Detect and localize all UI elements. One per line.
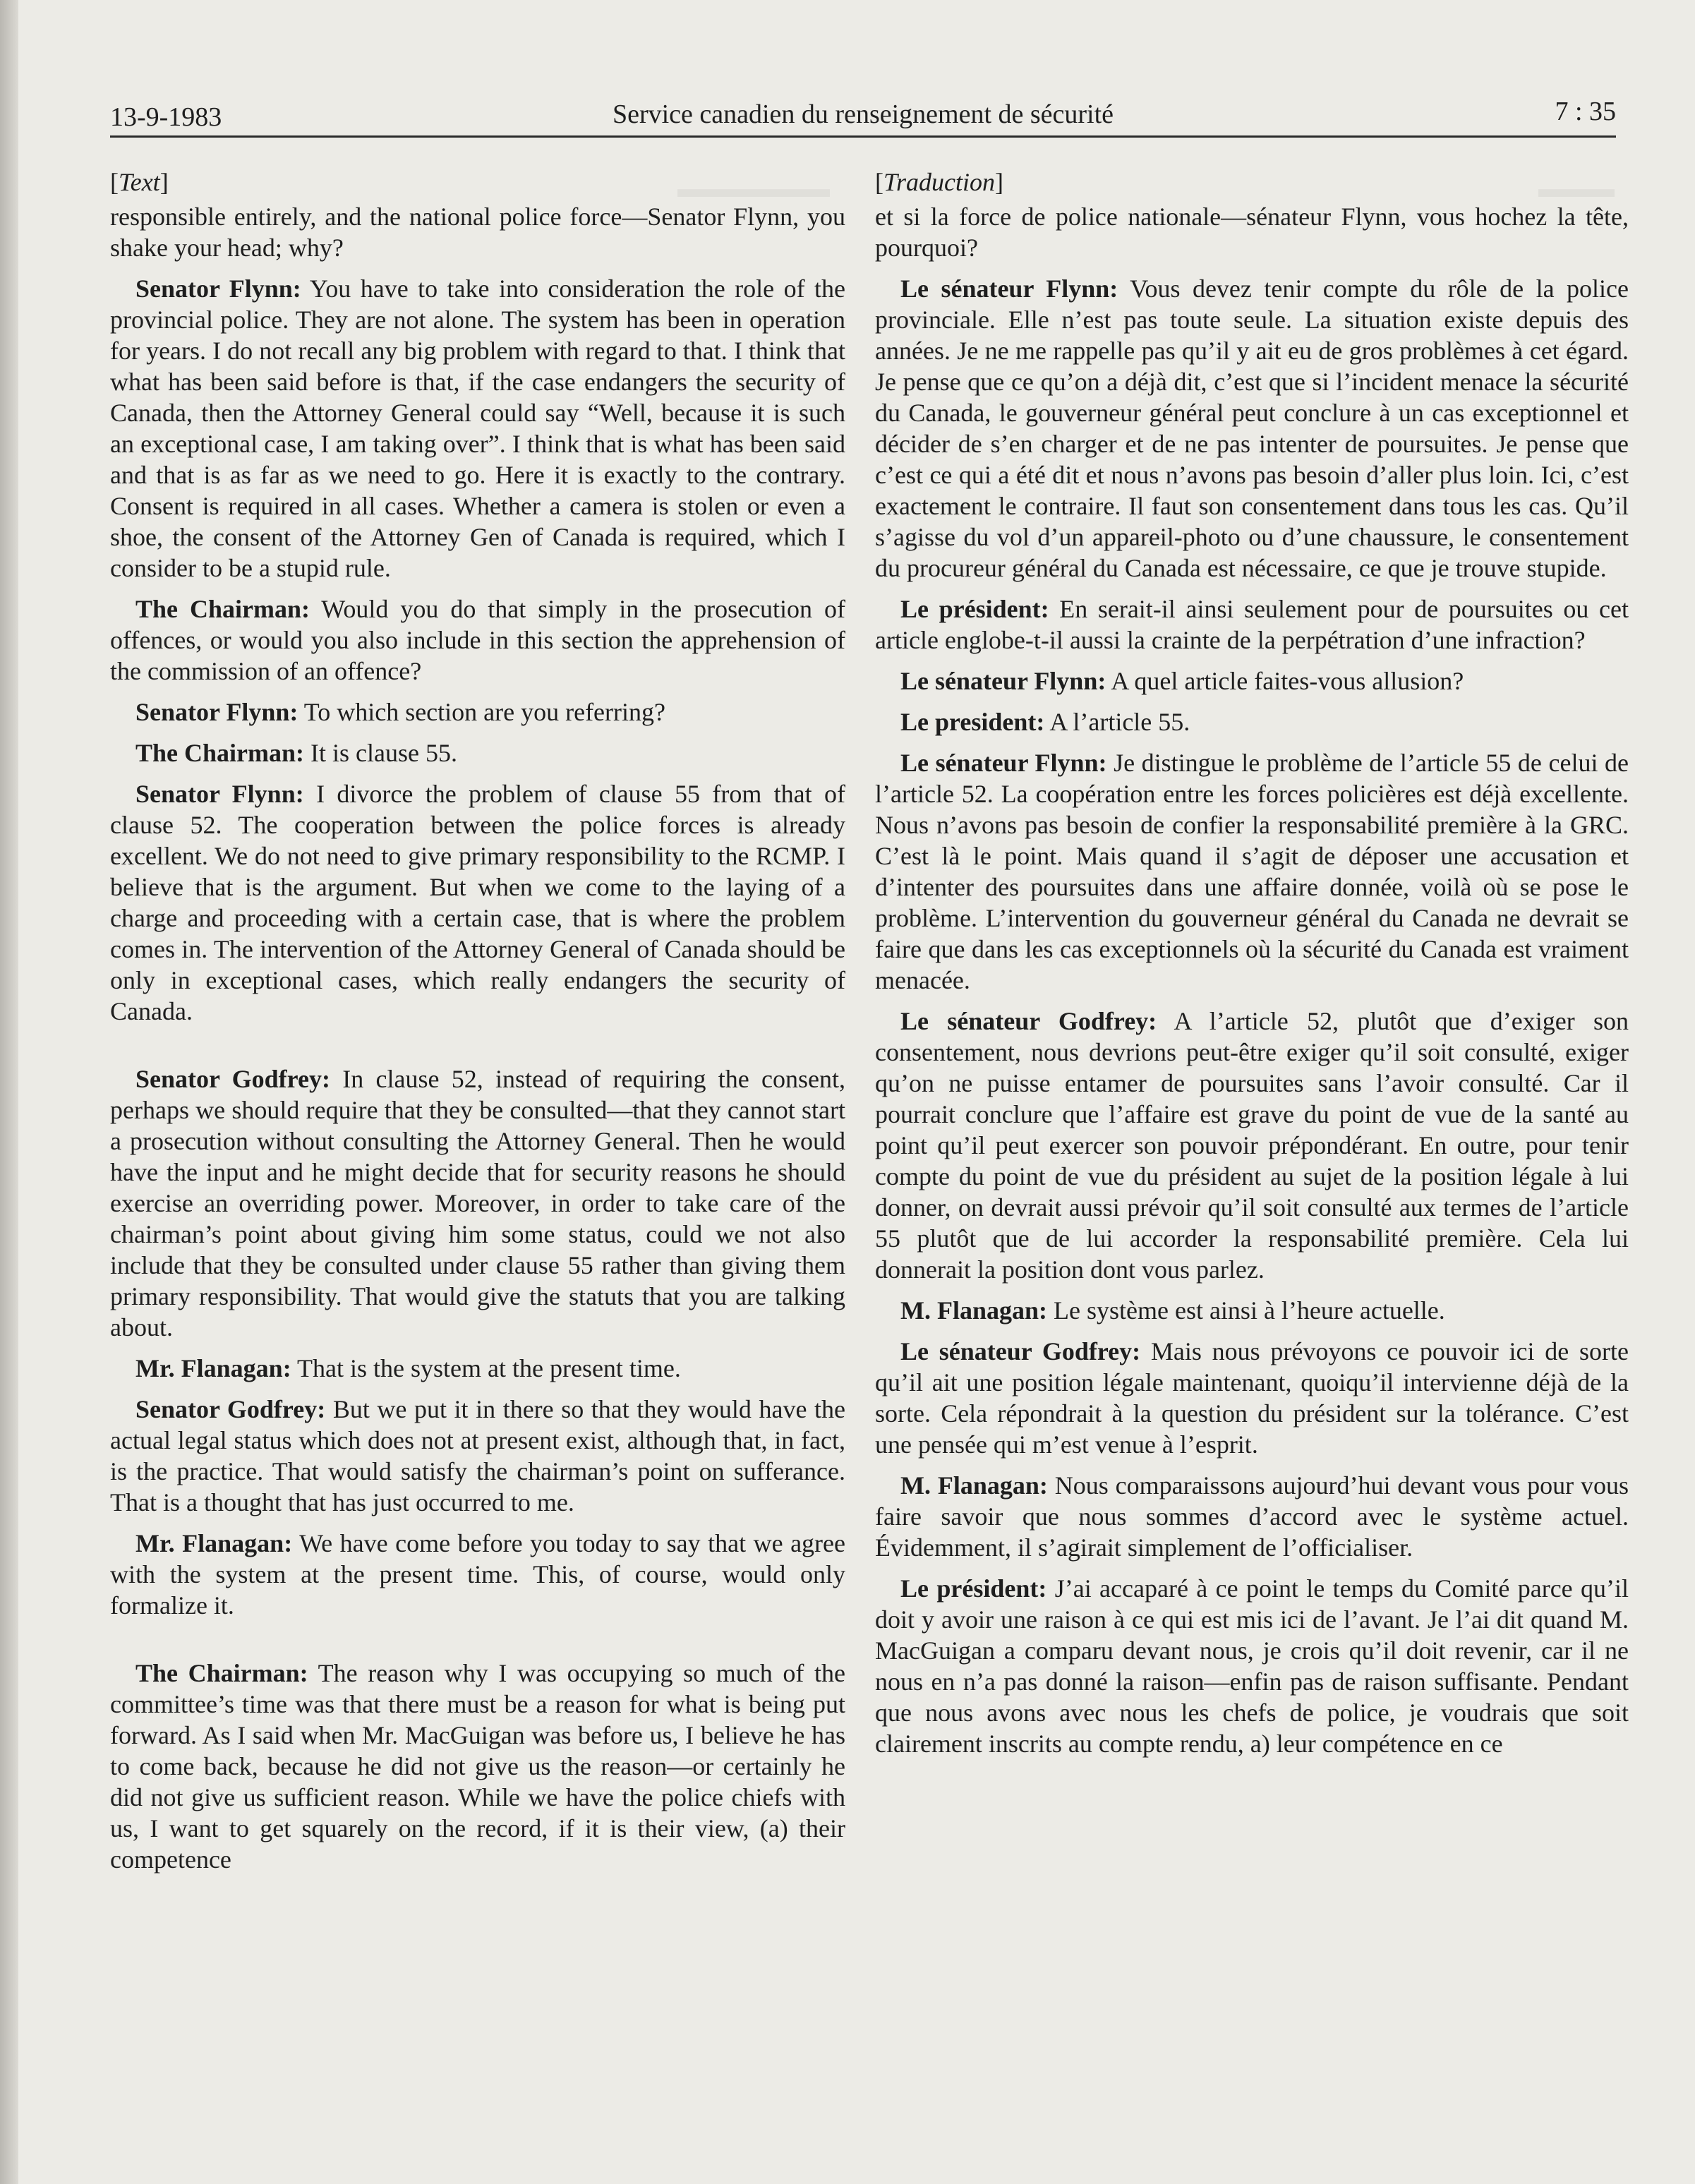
header-date: 13-9-1983 [110, 102, 222, 132]
french-paragraph [875, 665, 1629, 696]
speaker-name: Le president: [900, 708, 1045, 736]
english-paragraph [110, 696, 845, 728]
english-paragraph [110, 273, 845, 584]
english-paragraph [110, 1528, 845, 1621]
english-column [110, 167, 845, 1885]
column-label-french: [Traduction] [875, 168, 1004, 196]
speaker-name: Mr. Flanagan: [135, 1354, 291, 1382]
speaker-name: Le sénateur Flynn: [900, 274, 1118, 303]
english-paragraph [110, 737, 845, 768]
speaker-name: Senator Flynn: [135, 698, 298, 726]
paragraph-text: You have to take into consideration the role of the provincial police. They are not alone. The system has been in operation for years. I do not recall any big problem with regard to that. I think that what has been said before is that, if the case endangers the security of Canada, then the Attorney General could say “Well, because it is such an exceptional case, I am taking over”. I think that is what has been said and that is as far as we need to go. Here it is exactly to the contrary. Consent is required in all cases. Whether a camera is stolen or even a shoe, the consent of the Attorney Gen of Canada is required, which I consider to be a stupid rule. [110, 274, 845, 582]
speaker-name: The Chairman: [135, 739, 305, 767]
speaker-name: Mr. Flanagan: [135, 1529, 293, 1557]
paragraph-text: In clause 52, instead of requiring the consent, perhaps we should require that they be consulted—that they cannot start a prosecution without consulting the Attorney General. Then he would have the input and he might decide that for security reasons he should exercise an overriding power. Moreover, in order to take care of the chairman’s point about giving him some status, could we not also include that they be consulted under clause 55 rather than giving them primary responsibility. That would give the statuts that you are talking about. [110, 1065, 845, 1341]
french-paragraph [875, 201, 1629, 263]
speaker-name: Le sénateur Godfrey: [900, 1007, 1157, 1035]
paragraph-text: That is the system at the present time. [297, 1354, 681, 1382]
english-paragraph [110, 1394, 845, 1518]
paragraph-text: Je distingue le problème de l’article 55 de celui de l’article 52. La coopération entre les forces policières est déjà excellente. Nous n’avons pas besoin de confier la responsabilité première à la GRC. C’est là le point. Mais quand il s’agit de déposer une accusation et d’intenter des poursuites dans une affaire donnée, voilà où se pose le problème. L’intervention du gouverneur général du Canada ne devrait se faire que dans les cas exceptionnels où la sécurité du Canada est vraiment menacée. [875, 749, 1629, 994]
french-paragraph [875, 1470, 1629, 1563]
paragraph-text: Mais nous prévoyons ce pouvoir ici de sorte qu’il ait une position légale maintenant, quoiqu’il intervienne déjà de la sorte. Cela répondrait à la question du président sur la tolérance. C’est une pensée qui m’est venue à l’esprit. [875, 1337, 1629, 1459]
french-paragraph [875, 1006, 1629, 1285]
header-page-number: 7 : 35 [1555, 97, 1616, 126]
paragraph-text: Le système est ainsi à l’heure actuelle. [1054, 1296, 1445, 1325]
page-binding-edge [0, 0, 18, 2184]
english-paragraph [110, 1353, 845, 1384]
french-paragraph [875, 1295, 1629, 1326]
speaker-name: Le président: [900, 1574, 1047, 1603]
french-paragraph [875, 1336, 1629, 1460]
paragraph-text: A l’article 55. [1049, 708, 1190, 736]
speaker-name: Le sénateur Flynn: [900, 749, 1107, 777]
page-header [110, 90, 1616, 138]
english-paragraph [110, 201, 845, 263]
french-paragraph [875, 273, 1629, 584]
paragraph-text: responsible entirely, and the national police force—Senator Flynn, you shake your head; why? [110, 203, 845, 262]
show-through-mark: ▬▬▬ [1538, 174, 1615, 203]
french-paragraph [875, 593, 1629, 656]
speaker-name: M. Flanagan: [900, 1296, 1048, 1325]
english-paragraph [110, 1658, 845, 1875]
paragraph-text: It is clause 55. [310, 739, 457, 767]
french-paragraph [875, 706, 1629, 737]
english-paragraph [110, 778, 845, 1027]
speaker-name: Senator Godfrey: [135, 1065, 330, 1093]
paragraph-text: Would you do that simply in the prosecution of offences, or would you also include in this section the apprehension of the commission of an offence? [110, 595, 845, 685]
speaker-name: The Chairman: [135, 595, 310, 623]
paragraph-text: et si la force de police nationale—sénateur Flynn, vous hochez la tête, pourquoi? [875, 203, 1629, 262]
english-paragraph [110, 593, 845, 687]
paragraph-text: To which section are you referring? [303, 698, 665, 726]
header-title: Service canadien du renseignement de sécurité [612, 99, 1114, 129]
french-paragraph [875, 747, 1629, 996]
speaker-name: Le président: [900, 595, 1049, 623]
speaker-name: Senator Godfrey: [135, 1395, 326, 1423]
paragraph-text: I divorce the problem of clause 55 from that of clause 52. The cooperation between the police forces is already excellent. We do not need to give primary responsibility to the RCMP. I believe that is the argument. But when we come to the laying of a charge and proceeding with a certain case, that is where the problem comes in. The intervention of the Attorney General of Canada should be only in exceptional cases, which really endangers the security of Canada. [110, 780, 845, 1025]
paragraph-text: Vous devez tenir compte du rôle de la police provinciale. Elle n’est pas toute seule. La situation existe depuis des années. Je ne me rappelle pas qu’il y ait eu de gros problèmes à cet égard. Je pense que ce qu’on a déjà dit, c’est que si l’incident menace la sécurité du Canada, le gouverneur général peut conclure à un cas exceptionnel et décider de s’en charger et de ne pas intenter de poursuites. Je pense que c’est ce qui a été dit et nous n’avons pas besoin d’aller plus loin. Ici, c’est exactement le contraire. Il faut son consentement dans tous les cas. Qu’il s’agisse du vol d’un appareil-photo ou d’une chaussure, le consentement du procureur général du Canada est nécessaire, ce que je trouve stupide. [875, 274, 1629, 582]
paragraph-text: J’ai accaparé à ce point le temps du Comité parce qu’il doit y avoir une raison à ce qui est mis ici de l’avant. Je l’ai dit quand M. MacGuigan a comparu devant nous, je crois qu’il doit revenir, car il ne nous en n’a pas donné la raison—enfin pas de raison suffisante. Pendant que nous avons avec nous les chefs de police, je voudrais que soit clairement inscrits au compte rendu, a) leur compétence en ce [875, 1574, 1629, 1758]
speaker-name: Le sénateur Godfrey: [900, 1337, 1141, 1365]
speaker-name: Senator Flynn: [135, 780, 304, 808]
speaker-name: Senator Flynn: [135, 274, 301, 303]
show-through-mark: ▬▬▬▬▬▬ [677, 174, 830, 203]
english-paragraph [110, 1063, 845, 1343]
paragraph-text: The reason why I was occupying so much of the committee’s time was that there must be a reason for what is being put forward. As I said when Mr. MacGuigan was before us, I believe he has to come back, because he did not give us the reason—or certainly he did not give us sufficient reason. While we have the police chiefs with us, I want to get squarely on the record, if it is their view, (a) their competence [110, 1659, 845, 1874]
speaker-name: Le sénateur Flynn: [900, 667, 1106, 695]
paragraph-text: En serait-il ainsi seulement pour de poursuites ou cet article englobe-t-il aussi la crainte de la perpétration d’une infraction? [875, 595, 1629, 654]
paragraph-text: But we put it in there so that they would have the actual legal status which does not at present exist, although that, in fact, is the practice. That would satisfy the chairman’s point on sufferance. That is a thought that has just occurred to me. [110, 1395, 846, 1516]
column-label-english: [Text] [110, 168, 169, 196]
paragraph-text: A quel article faites-vous allusion? [1111, 667, 1464, 695]
speaker-name: The Chairman: [135, 1659, 308, 1687]
paragraph-text: A l’article 52, plutôt que d’exiger son consentement, nous devrions peut-être exiger qu’il soit consulté, exiger qu’on ne puisse entamer de poursuites sans l’avoir consulté. Car il pourrait conclure que l’affaire est grave du point de vue de la santé au point qu’il peut exercer son pouvoir prépondérant. En outre, pour tenir compte du point de vue du président au sujet de la position légale à lui donner, on devrait aussi prévoir qu’il soit consulté aux termes de l’article 55 plutôt que de lui accorder la responsabilité première. Cela lui donnerait la position dont vous parlez. [875, 1007, 1629, 1284]
paragraph-text: We have come before you today to say that we agree with the system at the present time. This, of course, would only formalize it. [110, 1529, 845, 1619]
french-paragraph [875, 1573, 1629, 1759]
french-column [875, 167, 1629, 1769]
speaker-name: M. Flanagan: [900, 1471, 1048, 1500]
paragraph-text: Nous comparaissons aujourd’hui devant vous pour vous faire savoir que nous sommes d’accord avec le système actuel. Évidemment, il s’agirait simplement de l’officialiser. [875, 1471, 1629, 1562]
